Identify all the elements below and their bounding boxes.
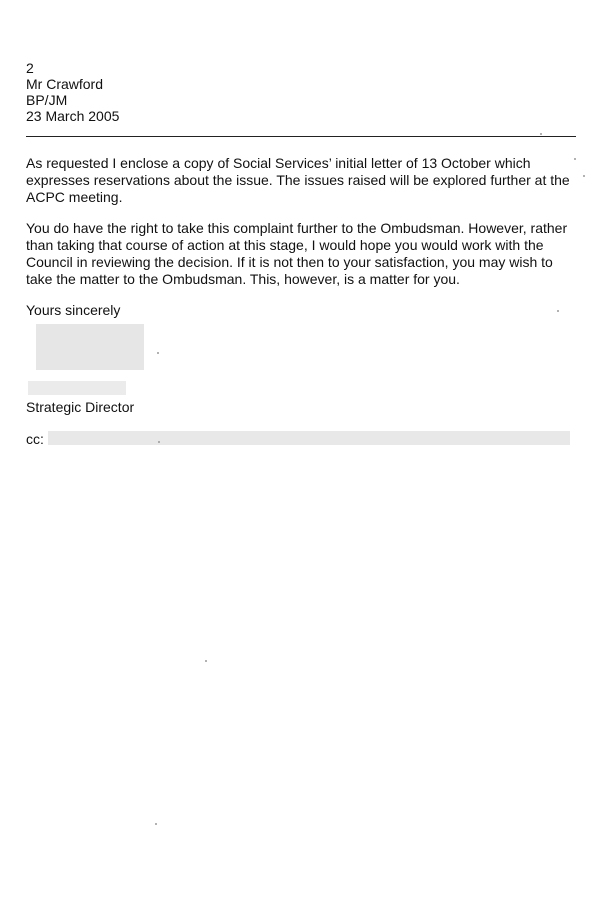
- redacted-signatory-name: [28, 381, 126, 395]
- scan-speck: [155, 823, 157, 825]
- body-paragraph-1: As requested I enclose a copy of Social Services’ initial letter of 13 October which expresses reservations about the issue. The issues raised will be explored further at the ACPC meeting.: [26, 155, 570, 205]
- scan-speck: [205, 660, 207, 662]
- reference-code: BP/JM: [26, 92, 68, 108]
- scan-speck: [583, 175, 585, 177]
- scan-speck: [557, 310, 559, 312]
- letter-date: 23 March 2005: [26, 108, 120, 124]
- letter-header: [26, 60, 119, 124]
- page-number: 2: [26, 60, 34, 76]
- signatory-title: Strategic Director: [26, 399, 135, 415]
- closing-salutation: Yours sincerely: [26, 302, 121, 318]
- body-paragraph-2: You do have the right to take this complaint further to the Ombudsman. However, rather than taking that course of action at this stage, I would hope you would work with the Council in reviewing the decision. If it is not then to your satisfaction, you may wish to take the matter to the Ombudsman. This, however, is a matter for you.: [26, 220, 568, 287]
- scan-speck: [574, 158, 576, 160]
- header-divider: [26, 136, 576, 137]
- scan-speck: [158, 441, 160, 443]
- recipient-name: Mr Crawford: [26, 76, 104, 92]
- scan-speck: [157, 352, 159, 354]
- redacted-signature: [36, 324, 144, 370]
- scan-speck: [540, 133, 542, 135]
- cc-label: cc:: [26, 431, 44, 447]
- redacted-cc-list: [48, 431, 570, 445]
